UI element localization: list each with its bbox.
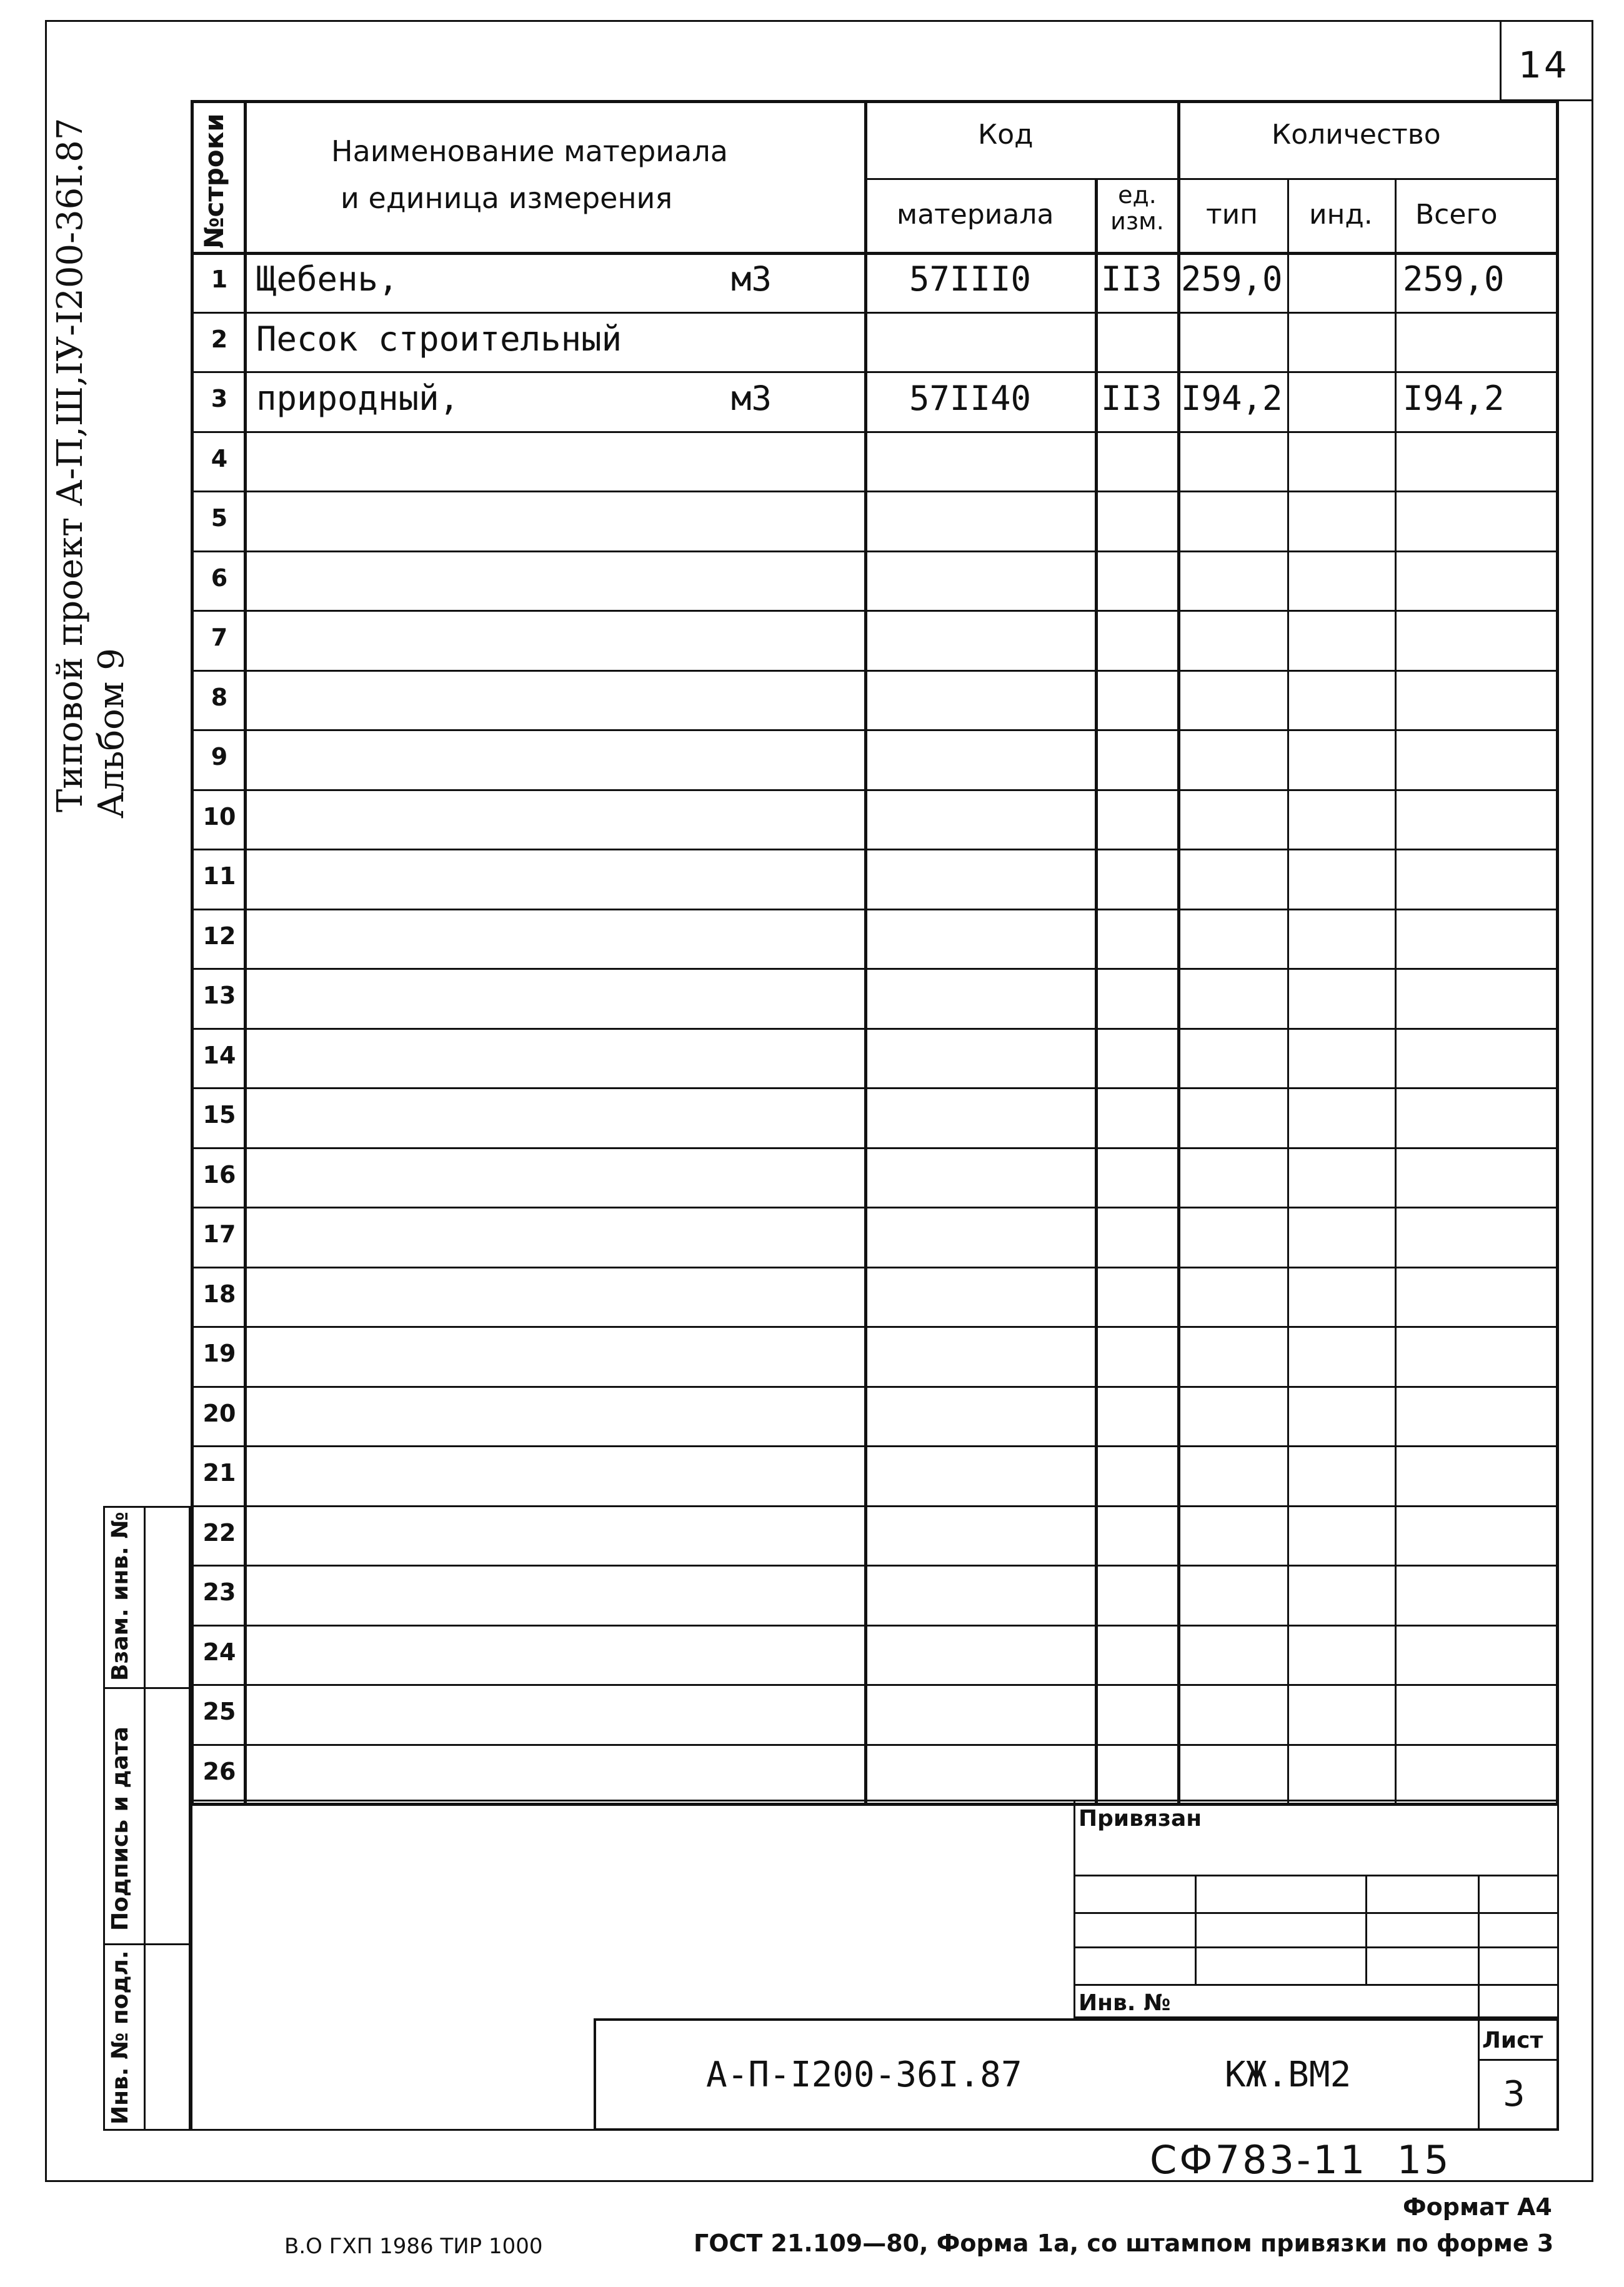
- row-number: 15: [202, 1101, 236, 1129]
- col-header-code-material: материала: [897, 199, 1054, 231]
- row-number: 8: [211, 683, 228, 711]
- row-number: 22: [202, 1518, 236, 1547]
- row-divider: [191, 1684, 1559, 1686]
- col-line-code: [1095, 178, 1098, 1806]
- row-divider: [191, 1625, 1559, 1627]
- row-number: 13: [202, 982, 236, 1009]
- row-divider: [191, 551, 1559, 552]
- row-divider: [191, 1207, 1559, 1208]
- row-number: 4: [211, 444, 228, 472]
- row-divider: [191, 1565, 1559, 1567]
- row-number: 6: [211, 564, 228, 592]
- row-divider: [191, 610, 1559, 612]
- inv-podl-label: Инв. № подл.: [107, 1950, 133, 2125]
- binding-col3: [1478, 1875, 1480, 2018]
- row-number: 25: [202, 1698, 236, 1725]
- col-header-qty-total: Всего: [1415, 199, 1498, 231]
- sheet-code: КЖ.ВМ2: [1225, 2055, 1352, 2095]
- row-code: 57III0: [909, 259, 1032, 299]
- row-number: 7: [211, 624, 228, 651]
- row-divider: [191, 1087, 1559, 1089]
- col-header-qty-ind: инд.: [1309, 199, 1373, 231]
- row-unit: м3: [731, 259, 772, 299]
- left-stamp-sep2: [103, 1943, 191, 1945]
- side-title-line1: Типовой проект А-П,Ш,IУ-I200-36I.87: [50, 117, 91, 812]
- row-number: 23: [202, 1578, 236, 1606]
- col-line-type: [1287, 178, 1289, 1806]
- row-number: 12: [202, 922, 236, 950]
- row-divider: [191, 968, 1559, 970]
- row-divider: [191, 1505, 1559, 1507]
- row-divider: [191, 491, 1559, 492]
- binding-inv-label: Инв. №: [1079, 1990, 1171, 2016]
- row-number: 21: [202, 1459, 236, 1487]
- row-divider: [191, 909, 1559, 910]
- row-number: 9: [211, 743, 228, 770]
- row-qty-type: 259,0: [1181, 259, 1283, 299]
- row-number: 20: [202, 1399, 236, 1427]
- row-divider: [191, 431, 1559, 433]
- col-header-name-unit: и единица измерения: [341, 181, 673, 215]
- vzam-inv-label: Взам. инв. №: [107, 1512, 133, 1681]
- row-divider: [191, 1147, 1559, 1149]
- row-divider: [191, 312, 1559, 314]
- row-number: 26: [202, 1757, 236, 1785]
- row-qty-total: I94,2: [1403, 379, 1505, 418]
- col-header-qty-type: тип: [1206, 199, 1258, 231]
- col-line-unit: [1177, 100, 1180, 1806]
- group-header-code: Код: [978, 119, 1034, 151]
- col-line-ind: [1395, 178, 1397, 1806]
- group-header-quantity: Количество: [1272, 119, 1441, 151]
- row-qty-type: I94,2: [1181, 379, 1283, 418]
- row-divider: [191, 1326, 1559, 1328]
- binding-line3: [1074, 1946, 1559, 1948]
- row-name: Щебень,: [256, 259, 399, 299]
- row-number: 1: [211, 266, 228, 293]
- row-code: 57II40: [909, 379, 1032, 418]
- row-number: 14: [202, 1041, 236, 1069]
- row-name: Песок строительный: [256, 319, 622, 359]
- row-divider: [191, 849, 1559, 850]
- side-title-line2: Альбом 9: [91, 648, 132, 819]
- header-sub-divider: [865, 178, 1559, 180]
- row-number: 18: [202, 1280, 236, 1308]
- binding-line4: [1074, 1984, 1559, 1986]
- row-unit: м3: [731, 379, 772, 418]
- row-number: 24: [202, 1638, 236, 1666]
- row-unit-code: II3: [1101, 259, 1162, 299]
- row-number: 19: [202, 1340, 236, 1367]
- row-number: 3: [211, 385, 228, 412]
- row-number: 16: [202, 1160, 236, 1188]
- page-number: 14: [1518, 44, 1570, 86]
- left-stamp-divider: [144, 1506, 146, 2131]
- row-divider: [191, 1386, 1559, 1388]
- row-divider: [191, 1445, 1559, 1447]
- row-number: 11: [202, 862, 236, 890]
- binding-label: Привязан: [1079, 1806, 1202, 1831]
- podpis-data-label: Подпись и дата: [107, 1726, 133, 1931]
- doc-code: А-П-I200-36I.87: [706, 2055, 1022, 2095]
- binding-col1: [1195, 1875, 1197, 1984]
- row-qty-total: 259,0: [1403, 259, 1505, 299]
- row-number: 2: [211, 325, 228, 353]
- row-divider: [191, 1028, 1559, 1030]
- title-sheet-label-line: [1478, 2059, 1559, 2061]
- row-unit-code: II3: [1101, 379, 1162, 418]
- handwritten-note: СФ783-11 15: [1150, 2137, 1452, 2183]
- row-name: природный,: [256, 379, 460, 418]
- row-divider: [191, 1744, 1559, 1746]
- row-divider: [191, 1267, 1559, 1268]
- binding-line2: [1074, 1912, 1559, 1914]
- col-line-name: [864, 100, 867, 1806]
- left-stamp-sep1: [103, 1687, 191, 1689]
- col-header-name: Наименование материала: [331, 134, 728, 168]
- footer-right: ГОСТ 21.109—80, Форма 1а, со штампом привязки по форме 3: [694, 2230, 1554, 2257]
- format-label: Формат А4: [1403, 2193, 1552, 2221]
- row-number: 10: [202, 802, 236, 830]
- row-divider: [191, 729, 1559, 731]
- row-number: 5: [211, 504, 228, 532]
- binding-col2: [1365, 1875, 1367, 1984]
- header-bottom-line: [191, 252, 1559, 255]
- sheet-label: Лист: [1482, 2028, 1543, 2053]
- sheet-number: 3: [1503, 2074, 1525, 2115]
- title-sheet-divider: [1478, 2018, 1480, 2131]
- col-header-code-unit: ед. изм.: [1110, 181, 1164, 235]
- row-divider: [191, 670, 1559, 672]
- row-number: 17: [202, 1220, 236, 1248]
- binding-line1: [1074, 1875, 1559, 1876]
- footer-left: В.О ГХП 1986 ТИР 1000: [284, 2234, 543, 2259]
- col-header-row-no: №строки: [199, 113, 229, 249]
- row-divider: [191, 371, 1559, 373]
- row-divider: [191, 789, 1559, 791]
- col-line-rowno: [244, 100, 247, 1806]
